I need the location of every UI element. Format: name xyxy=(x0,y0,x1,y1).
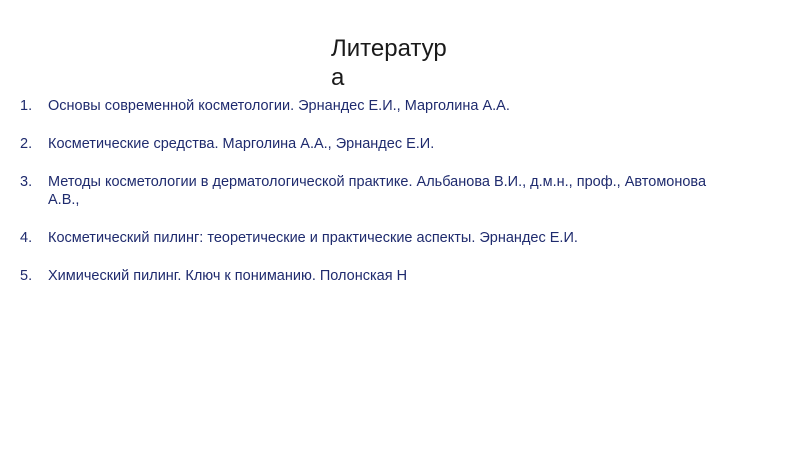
reference-text: Косметический пилинг: теоретические и практические аспекты. Эрнандес Е.И. xyxy=(48,230,578,246)
reference-item-2 xyxy=(20,135,740,153)
reference-item-1 xyxy=(20,97,740,115)
reference-item-5 xyxy=(20,267,740,285)
slide-title-line-2: а xyxy=(331,64,345,91)
slide-title-line-1: Литератур xyxy=(331,35,447,62)
reference-list xyxy=(20,97,740,285)
reference-number: 2. xyxy=(20,136,33,152)
reference-text: Основы современной косметологии. Эрнандес Е.И., Марголина А.А. xyxy=(48,98,510,114)
reference-number: 3. xyxy=(20,174,33,190)
reference-item-4 xyxy=(20,229,740,247)
reference-text: Косметические средства. Марголина А.А., Эрнандес Е.И. xyxy=(48,136,435,152)
reference-number: 5. xyxy=(20,268,33,284)
reference-number: 4. xyxy=(20,230,33,246)
reference-item-3 xyxy=(20,173,740,209)
reference-text: Химический пилинг. Ключ к пониманию. Полонская Н xyxy=(48,268,408,284)
slide-title xyxy=(331,34,459,92)
reference-text: Методы косметологии в дерматологической практике. Альбанова В.И., д.м.н., проф., Автомонова А.В., xyxy=(48,174,707,208)
reference-number: 1. xyxy=(20,98,33,114)
